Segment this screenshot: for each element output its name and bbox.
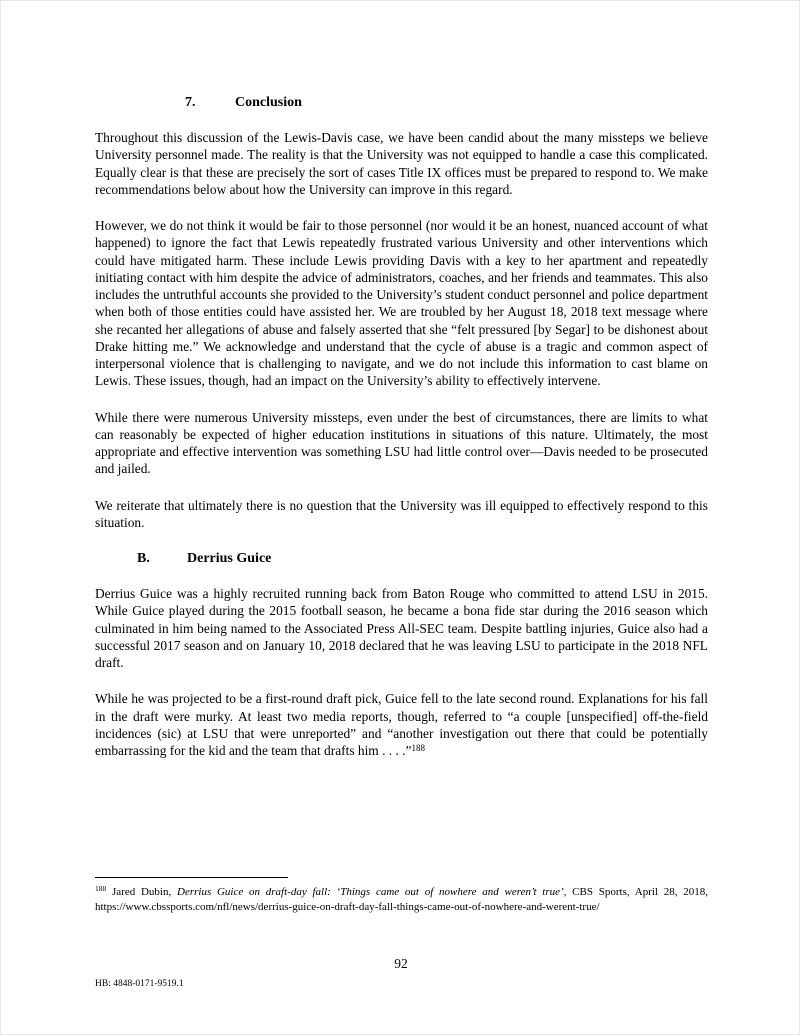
page-content — [95, 94, 708, 778]
footnote-area — [95, 877, 708, 914]
footnote-marker: 188 — [95, 884, 107, 894]
footnote-188 — [95, 885, 708, 914]
section-number: 7. — [185, 95, 196, 110]
section-heading-conclusion — [95, 94, 708, 111]
footnote-reference: 188 — [411, 742, 425, 753]
footnote-separator-line — [95, 877, 288, 878]
paragraph: However, we do not think it would be fair to those personnel (nor would it be an honest, nuanced account of what happened) to ignore the fact that Lewis repeatedly frustrated various University and other interventions which could have mitigated harm. These include Lewis providing Davis with a key to her apartment and repeatedly initiating contact with him despite the advice of administrators, coaches, and her friends and teammates. This also includes the untruthful accounts she provided to the University’s student conduct personnel and police department when both of those entities could have assisted her. We are troubled by her August 18, 2018 text message where she recanted her allegations of abuse and falsely asserted that she “felt pressured [by Segar] to be dishonest about Drake hitting me.” We acknowledge and understand that the cycle of abuse is a tragic and common aspect of interpersonal violence that is challenging to navigate, and we do not include this information to cast blame on Lewis. These issues, though, had an impact on the University’s ability to effectively intervene. — [95, 218, 708, 389]
paragraph: We reiterate that ultimately there is no question that the University was ill equipped to effectively respond to this situation. — [95, 497, 708, 530]
document-id-footer: HB: 4848-0171-9519.1 — [95, 979, 184, 989]
footnote-article-title: Derrius Guice on draft-day fall: ‘Things came out of nowhere and weren’t true’ — [177, 886, 564, 898]
paragraph: Derrius Guice was a highly recruited running back from Baton Rouge who committed to attend LSU in 2015. While Guice played during the 2015 football season, he became a bona fide star during the 2016 season which culminated in him being named to the Associated Press All-SEC team. Despite battling injuries, Guice also had a successful 2017 season and on January 10, 2018 declared that he was leaving LSU to participate in the 2018 NFL draft. — [95, 586, 708, 670]
paragraph: While there were numerous University missteps, even under the best of circumstances, there are limits to what can reasonably be expected of higher education institutions in situations of this nature. Ultimately, the most appropriate and effective intervention was something LSU had little control over—Davis needed to be prosecuted and jailed. — [95, 409, 708, 477]
page-number: 92 — [394, 956, 408, 971]
section-number: B. — [137, 551, 150, 566]
paragraph: Throughout this discussion of the Lewis-Davis case, we have been candid about the many missteps we believe University personnel made. The reality is that the University was not equipped to handle a case this complicated. Equally clear is that these are precisely the sort of cases Title IX offices must be prepared to respond to. We make recommendations below about how the University can improve in this regard. — [95, 130, 708, 197]
footnote-author: Jared Dubin, — [106, 886, 177, 898]
section-title: Conclusion — [235, 95, 302, 110]
footnote-citation-rest: , CBS Sports, April 28, 2018, https://www.cbssports.com/nfl/news/derrius-guice-on-draft-day-fall-things-came-out-of-nowhere-and-werent-true/ — [95, 886, 708, 913]
section-title: Derrius Guice — [187, 551, 272, 566]
paragraph-text: While he was projected to be a first-round draft pick, Guice fell to the late second round. Explanations for his fall in the draft were murky. At least two media reports, though, referred to “a couple [unspecified] off-the-field incidences (sic) at LSU that were unreported” and “another investigation out there that could be potentially embarrassing for the kid and the team that drafts him . . . .” — [95, 691, 708, 758]
paragraph-with-footnote-ref — [95, 690, 708, 759]
section-heading-derrius-guice — [95, 550, 708, 567]
